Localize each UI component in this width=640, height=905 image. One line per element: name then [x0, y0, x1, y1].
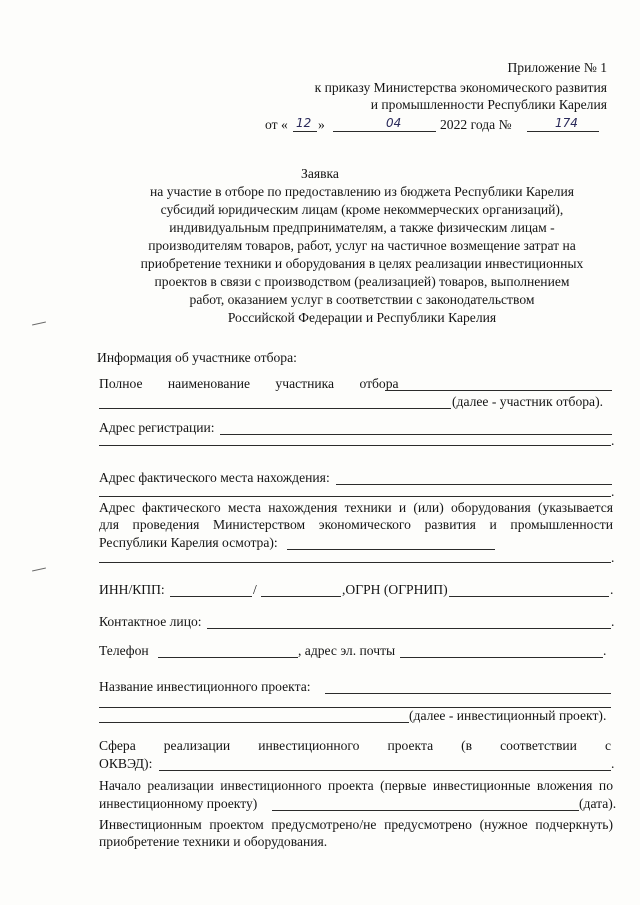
actual-address-label: Адрес фактического места нахождения: — [99, 470, 330, 485]
margin-mark-bottom — [32, 568, 46, 572]
day-handwritten: 12 — [296, 116, 312, 130]
title-line-4: производителям товаров, работ, услуг на частичное возмещение затрат на — [148, 238, 576, 253]
sphere-field[interactable] — [159, 770, 611, 771]
project-name-field-line-3[interactable] — [99, 722, 409, 723]
equipment-address-field[interactable] — [287, 549, 495, 550]
equipment-address-line-3: Республики Карелия осмотра): — [99, 535, 278, 550]
equipment-address-field-line-2[interactable] — [99, 562, 611, 563]
phone-field[interactable] — [158, 657, 298, 658]
ogrn-label: ,ОГРН (ОГРНИП) — [342, 582, 448, 597]
title-line-3: индивидуальным предпринимателям, а также физическим лицам - — [169, 220, 555, 235]
order-line-2: и промышленности Республики Карелия — [370, 97, 607, 112]
date-mid: » — [318, 117, 325, 132]
title-line-2: субсидий юридическим лицам (кроме некоммерческих организаций), — [160, 202, 564, 217]
contact-label: Контактное лицо: — [99, 614, 202, 629]
equipment-address-line-1: Адрес фактического места нахождения техники и (или) оборудования (указывается — [99, 500, 613, 515]
project-name-field[interactable] — [325, 693, 611, 694]
inn-field[interactable] — [170, 596, 252, 597]
kpp-field[interactable] — [261, 596, 341, 597]
contact-end: . — [611, 614, 615, 629]
actual-address-field[interactable] — [336, 484, 612, 485]
reg-address-end: . — [611, 433, 615, 448]
doc-heading: Заявка — [301, 166, 339, 181]
month-handwritten: 04 — [386, 116, 402, 130]
actual-address-field-line-2[interactable] — [99, 496, 611, 497]
ogrn-end: . — [610, 582, 614, 597]
date-prefix: от « — [265, 117, 288, 132]
start-date-field[interactable] — [272, 810, 579, 811]
title-line-7: работ, оказанием услуг в соответствии с законодательством — [189, 292, 535, 307]
year-text: 2022 года № — [440, 117, 512, 132]
phone-label: Телефон — [99, 643, 149, 658]
title-line-6: проектов в связи с производством (реализацией) товаров, выполнением — [154, 274, 570, 289]
email-field[interactable] — [400, 657, 603, 658]
title-line-8: Российской Федерации и Республики Карелия — [227, 310, 497, 325]
reg-address-label: Адрес регистрации: — [99, 420, 215, 435]
project-name-label: Название инвестиционного проекта: — [99, 679, 311, 694]
start-line-2: инвестиционному проекту) — [99, 796, 258, 811]
number-handwritten: 174 — [555, 116, 578, 130]
provision-line-1: Инвестиционным проектом предусмотрено/не предусмотрено (нужное подчеркнуть) — [99, 817, 613, 832]
inn-label: ИНН/КПП: — [99, 582, 165, 597]
title-line-5: приобретение техники и оборудования в целях реализации инвестиционных — [140, 256, 584, 271]
sphere-line-2: ОКВЭД): — [99, 756, 153, 771]
start-suffix: (дата). — [579, 796, 617, 811]
month-underline — [333, 131, 436, 132]
contact-field[interactable] — [207, 628, 611, 629]
title-line-1: на участие в отборе по предоставлению из бюджета Республики Карелия — [150, 184, 574, 199]
reg-address-field[interactable] — [220, 434, 612, 435]
ogrn-field[interactable] — [449, 596, 609, 597]
reg-address-field-line-2[interactable] — [99, 445, 611, 446]
start-line-1: Начало реализации инвестиционного проекта (первые инвестиционные вложения по — [99, 778, 613, 793]
equipment-address-line-2: для проведения Министерством экономического развития и промышленности — [99, 517, 613, 532]
full-name-field[interactable] — [385, 390, 612, 391]
sphere-end: . — [611, 756, 615, 771]
sphere-line-1: Сфера реализации инвестиционного проекта (в соответствии с — [99, 738, 611, 753]
email-end: . — [603, 643, 607, 658]
full-name-field-line-2[interactable] — [99, 408, 451, 409]
provision-line-2: приобретение техники и оборудования. — [99, 834, 328, 849]
number-underline — [527, 131, 599, 132]
order-line-1: к приказу Министерства экономического развития — [314, 80, 607, 95]
info-heading: Информация об участнике отбора: — [97, 350, 297, 365]
appendix-title: Приложение № 1 — [507, 60, 607, 75]
day-underline — [293, 131, 317, 132]
full-name-label: Полное наименование участника отбора — [99, 376, 399, 391]
equipment-address-end: . — [611, 550, 615, 565]
full-name-suffix: (далее - участник отбора). — [452, 394, 603, 409]
inn-slash: / — [253, 582, 257, 597]
email-label: , адрес эл. почты — [298, 643, 396, 658]
actual-address-end: . — [611, 484, 615, 499]
project-suffix: (далее - инвестиционный проект). — [409, 708, 607, 723]
